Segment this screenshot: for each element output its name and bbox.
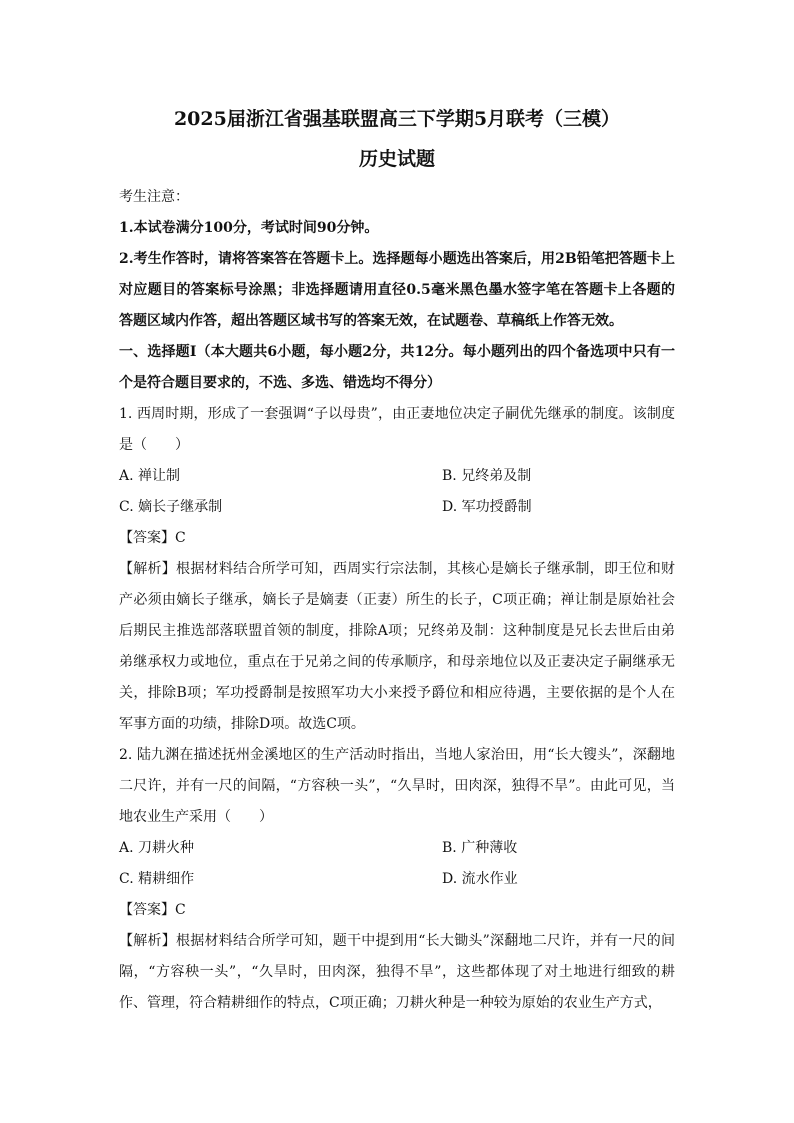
option-b: B. 广种薄收 — [442, 840, 518, 856]
notice-block — [119, 182, 675, 337]
section-heading: 一、选择题Ⅰ（本大题共6小题，每小题2分，共12分。每小题列出的四个备选项中只有一个是符合题目要求的，不选、多选、错选均不得分） — [119, 344, 675, 391]
page-title: 2025届浙江省强基联盟高三下学期5月联考（三模） — [173, 108, 621, 130]
option-b: B. 兄终弟及制 — [442, 468, 532, 484]
answer-line: 【答案】C — [119, 530, 186, 546]
option-a: A. 刀耕火种 — [119, 840, 195, 856]
analysis-text: 【解析】根据材料结合所学可知，西周实行宗法制，其核心是嫡长子继承制，即王位和财产必须由嫡长子继承，嫡长子是嫡妻（正妻）所生的长子，C项正确；禅让制是原始社会后期民主推选部落联盟首领的制度，排除A项；兄终弟及制：这种制度是兄长去世后由弟弟继承权力或地位，重点在于兄弟之间的传承顺序，和母亲地位以及正妻决定子嗣继承无关，排除B项；军功授爵制是按照军功大小来授予爵位和相应待遇，主要依据的是个人在军事方面的功绩，排除D项。故选C项。 — [119, 561, 675, 732]
question-1 — [119, 399, 675, 740]
option-c: C. 精耕细作 — [119, 871, 195, 887]
analysis-text: 【解析】根据材料结合所学可知，题干中提到用“长大锄头”深翻地二尺许，并有一尺的间隔，“方容秧一头”，“久旱时，田肉深，独得不旱”，这些都体现了对土地进行细致的耕作、管理，符合精耕细作的特点，C项正确；刀耕火种是一种较为原始的农业生产方式， — [119, 933, 675, 1011]
question-2 — [119, 740, 675, 1019]
option-c: C. 嫡长子继承制 — [119, 499, 223, 515]
option-a: A. 禅让制 — [119, 468, 181, 484]
option-d: D. 军功授爵制 — [442, 499, 532, 515]
notice-heading: 考生注意： — [119, 189, 189, 205]
notice-item-2: 2.考生作答时，请将答案答在答题卡上。选择题每小题选出答案后，用2B铅笔把答题卡上对应题目的答案标号涂黑；非选择题请用直径0.5毫米黑色墨水签字笔在答题卡上各题的答题区域内作答，超出答题区域书写的答案无效，在试题卷、草稿纸上作答无效。 — [119, 251, 675, 329]
option-d: D. 流水作业 — [442, 871, 518, 887]
question-stem: 2. 陆九渊在描述抚州金溪地区的生产活动时指出，当地人家治田，用“长大锼头”，深翻地二尺许，并有一尺的间隔，“方容秧一头”，“久旱时，田肉深，独得不旱”。由此可见，当地农业生产采用（ ） — [119, 747, 675, 825]
notice-item-1: 1.本试卷满分100分，考试时间90分钟。 — [119, 220, 379, 236]
option-grid — [119, 833, 675, 895]
document-page — [119, 100, 675, 1019]
answer-line: 【答案】C — [119, 902, 186, 918]
option-grid — [119, 461, 675, 523]
question-stem: 1. 西周时期，形成了一套强调“子以母贵”，由正妻地位决定子嗣优先继承的制度。该制度是（ ） — [119, 406, 675, 453]
page-subtitle: 历史试题 — [358, 148, 435, 170]
